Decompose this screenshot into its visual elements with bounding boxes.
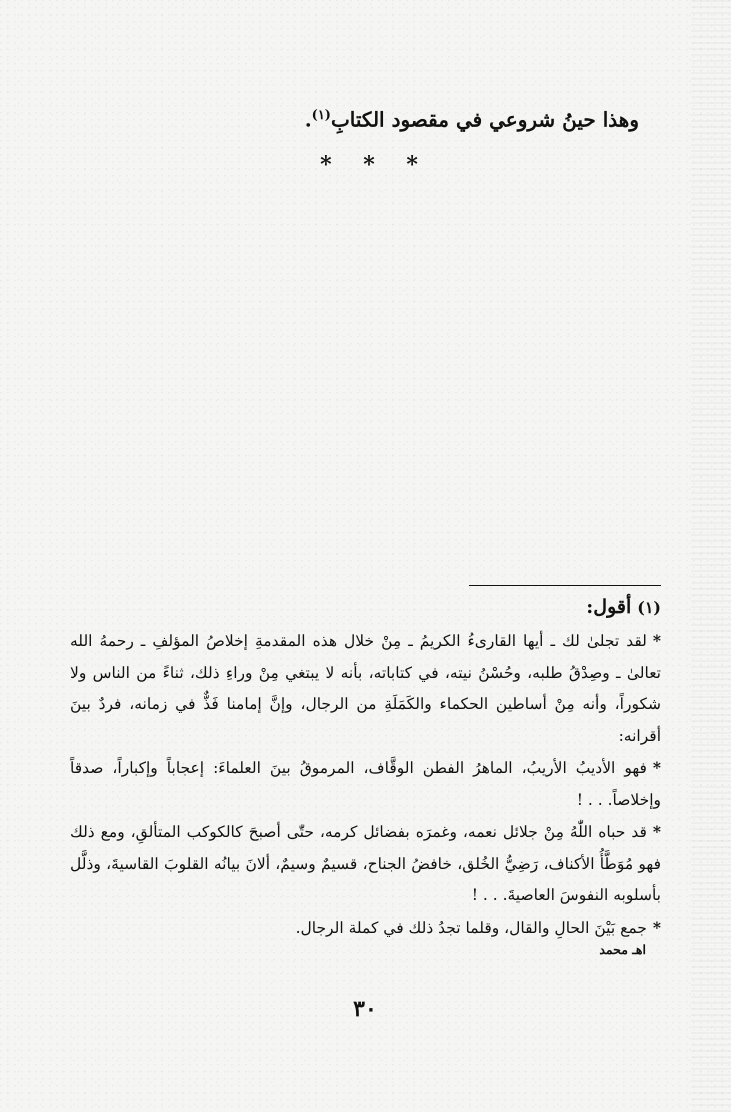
page-edge-shadow [691, 0, 731, 1112]
bullet-star: * [652, 758, 661, 777]
footnote-paragraph [70, 625, 661, 752]
footnote-paragraph-text: قد حباه اللّٰهُ مِنْ جلائل نعمه، وغمرَه بفضائل كرمه، حتّٰى أصبحَ كالكوكب المتألقِ، ومع ذلك فهو مُوَطَّأُ الأكناف، رَضِيُّ الخُلق، خافضُ الجناح، قسيمٌ وسيمٌ، ألانَ بيانُه القلوبَ القاسيةَ، وذلَّل بأسلوبه النفوسَ العاصيةَ. . . ! [70, 823, 661, 904]
main-end-period: . [304, 107, 312, 132]
main-text-line [119, 96, 639, 140]
footnote-body [70, 625, 661, 944]
footnote-paragraph [70, 912, 661, 945]
main-footnote-ref[interactable]: (١) [311, 108, 331, 123]
footnote-rule [469, 585, 661, 586]
main-text: وهذا حينُ شروعي في مقصود الكتابِ [330, 107, 639, 132]
footnote-heading [586, 596, 661, 618]
bullet-star: * [652, 822, 661, 841]
footnote-heading-text: أقول: [586, 596, 632, 618]
footnote-number: (١) [637, 598, 661, 617]
footnote-paragraph-text: جمع بَيْنَ الحالِ والقال، وقلما تجدُ ذلك في كملة الرجال. [295, 918, 647, 937]
footnote-paragraph-text: فهو الأديبُ الأريبُ، الماهرُ الفطن الوقَّاف، المرموقُ بينَ العلماءَ: إعجاباً وإكباراً، صدقاً وإخلاصاً. . . ! [70, 759, 661, 809]
page-number: ٣٠ [353, 996, 377, 1022]
footnote-paragraph-text: لقد تجلىٰ لك ـ أيها القارىءُ الكريمُ ـ مِنْ خلال هذه المقدمةِ إخلاصُ المؤلفِ ـ رحمهُ الله تعالىٰ ـ وصِدْقُ طلبه، وحُسْنُ نيته، في كتاباته، بأنه لا يبتغي مِنْ وراءِ ذلك، ثناءً من الناس ولا شكوراً، وأنه مِنْ أساطين الحكماء والكَمَلَةِ من الرجال، وإنَّ إمامنا فَذٌّ في زمانه، فردٌ بينَ أقرانه: [70, 632, 661, 745]
bullet-star: * [652, 917, 661, 937]
footnote-paragraph [70, 816, 661, 912]
section-separator: * * * [320, 152, 430, 178]
footnote-paragraph [70, 752, 661, 816]
footnote-signature: اهـ محمد [599, 942, 646, 957]
bullet-star: * [652, 631, 661, 650]
